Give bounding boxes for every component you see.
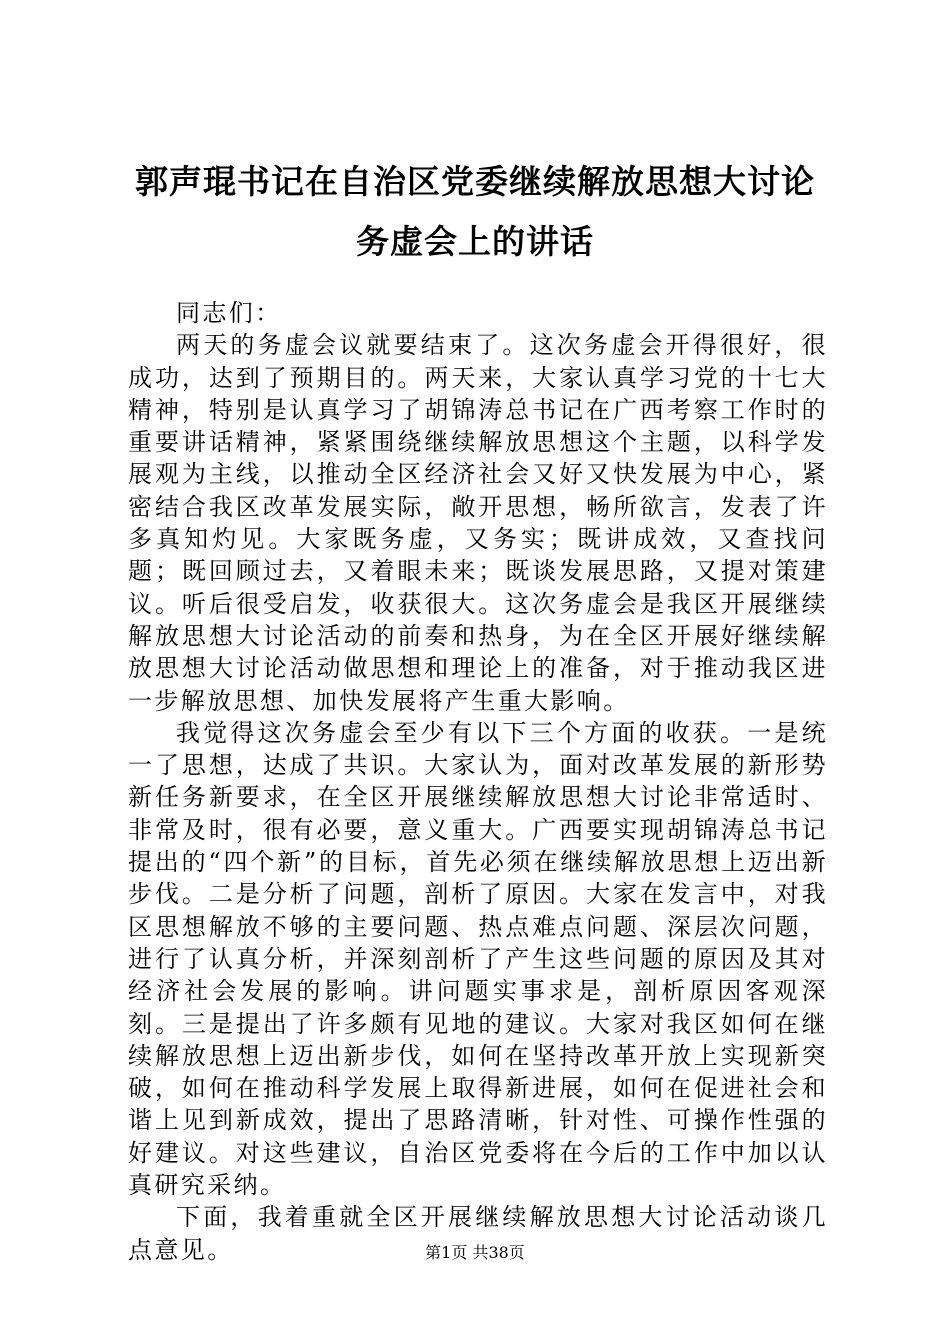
page-number-footer: 第1页 共38页 <box>425 1243 525 1262</box>
document-title-line-1: 郭声琨书记在自治区党委继续解放思想大讨论 <box>135 162 815 201</box>
body-paragraph-2: 我觉得这次务虚会至少有以下三个方面的收获。一是统一了思想，达成了共识。大家认为，面对改革发展的新形势新任务新要求，在全区开展继续解放思想大讨论非常适时、非常及时，很有必要，意义重大。广西要实现胡锦涛总书记提出的“四个新”的目标，首先必须在继续解放思想上迈出新步伐。二是分析了问题，剖析了原因。大家在发言中，对我区思想解放不够的主要问题、热点难点问题、深层次问题，进行了认真分析，并深刻剖析了产生这些问题的原因及其对经济社会发展的影响。讲问题实事求是，剖析原因客观深刻。三是提出了许多颇有见地的建议。大家对我区如何在继续解放思想上迈出新步伐，如何在坚持改革开放上实现新突破，如何在推动科学发展上取得新进展，如何在促进社会和谐上见到新成效，提出了思路清晰，针对性、可操作性强的好建议。对这些建议，自治区党委将在今后的工作中加以认真研究采纳。 <box>128 718 828 1200</box>
document-body <box>128 297 828 1266</box>
document-title-line-2: 务虚会上的讲话 <box>356 222 594 261</box>
body-paragraph-3: 下面，我着重就全区开展继续解放思想大讨论活动谈几点意见。 <box>128 1203 828 1264</box>
salutation-paragraph: 同志们： <box>176 299 282 327</box>
body-paragraph-1: 两天的务虚会议就要结束了。这次务虚会开得很好，很成功，达到了预期目的。两天来，大家认真学习党的十七大精神，特别是认真学习了胡锦涛总书记在广西考察工作时的重要讲话精神，紧紧围绕继续解放思想这个主题，以科学发展观为主线，以推动全区经济社会又好又快发展为中心，紧密结合我区改革发展实际，敞开思想，畅所欲言，发表了许多真知灼见。大家既务虚，又务实；既讲成效，又查找问题；既回顾过去，又着眼未来；既谈发展思路，又提对策建议。听后很受启发，收获很大。这次务虚会是我区开展继续解放思想大讨论活动的前奏和热身，为在全区开展好继续解放思想大讨论活动做思想和理论上的准备，对于推动我区进一步解放思想、加快发展将产生重大影响。 <box>128 331 828 715</box>
